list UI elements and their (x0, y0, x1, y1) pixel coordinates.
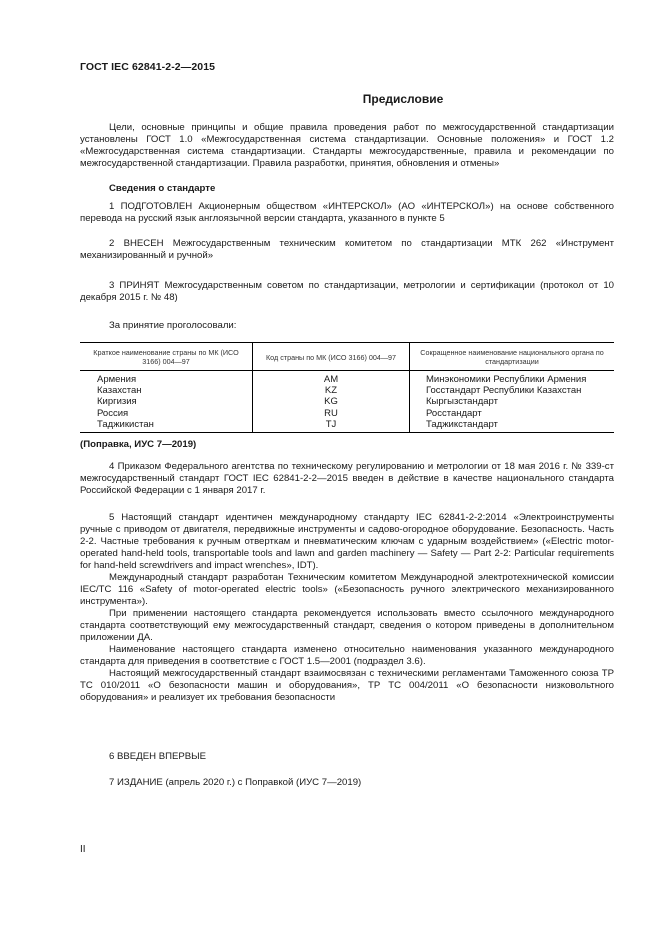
body-cell: Росстандарт (426, 407, 482, 419)
item-5-international-text: Международный стандарт разработан Техническим комитетом Международной электротехнической комиссии IEC/TC 116 «Safety of motor-operated electric tools» («Безопасность ручного электрического механизированного инструмента»). (80, 572, 614, 607)
item-5-naming-text: Наименование настоящего стандарта изменено относительно наименования указанного международного стандарта для приведения в соответствие с ГОСТ 1.5—2001 (подраздел 3.6). (80, 644, 614, 667)
item-5-regulations-text: Настоящий межгосударственный стандарт взаимосвязан с техническими регламентами Таможенного союза ТР ТС 010/2011 «О безопасности машин и оборудования», ТР ТС 004/2011 «О безопасности низковольтного оборудования» и реализует их требования безопасности (80, 668, 614, 703)
item-6-block (80, 751, 614, 763)
section-heading-block (80, 183, 614, 195)
voted-label: За принятие проголосовали: (109, 320, 237, 331)
item-3-block (80, 280, 614, 304)
item-5-reference-text: При применении настоящего стандарта рекомендуется использовать вместо ссылочного международного стандарта соответствующий ему межгосударственный стандарт, сведения о котором приведены в дополнительном приложении ДА. (80, 608, 614, 643)
table-row (80, 371, 614, 386)
country-cell: Армения (97, 374, 137, 385)
amendment-block (80, 439, 614, 451)
table-row (80, 396, 614, 407)
body-cell: Минэкономики Республики Армения (426, 374, 587, 385)
body-cell: Кыргызстандарт (426, 396, 498, 408)
intro-paragraph (80, 122, 614, 170)
page-number: II (80, 844, 86, 855)
item-2-block (80, 238, 614, 262)
section-heading: Сведения о стандарте (109, 183, 216, 194)
item-6-text: 6 ВВЕДЕН ВПЕРВЫЕ (109, 751, 207, 762)
body-cell: Таджикстандарт (410, 419, 615, 433)
body-cell: Госстандарт Республики Казахстан (426, 385, 582, 397)
item-7-text: 7 ИЗДАНИЕ (апрель 2020 г.) с Поправкой (ИУС 7—2019) (109, 777, 362, 788)
intro-text: Цели, основные принципы и общие правила проведения работ по межгосударственной стандартизации установлены ГОСТ 1.0 «Межгосударственная система стандартизации. Основные положения» и ГОСТ 1.2 «Межгосударственная система стандартизации. Стандарты межгосударственные, правила и рекомендации по межгосударственной стандартизации. Правила разработки, принятия, обновления и отмены» (80, 122, 614, 169)
header-body: Сокращенное наименование национального органа по стандартизации (410, 343, 615, 371)
page-title: Предисловие (362, 92, 444, 106)
document-code: ГОСТ IEC 62841-2-2—2015 (80, 61, 216, 73)
table-row (80, 419, 614, 433)
item-7-block (80, 777, 614, 789)
item-1-text: 1 ПОДГОТОВЛЕН Акционерным обществом «ИНТЕРСКОЛ» (АО «ИНТЕРСКОЛ») на основе собственного перевода на русский язык англоязычной версии стандарта, указанного в пункте 5 (80, 201, 614, 224)
voted-label-block (80, 320, 614, 332)
item-1-block (80, 201, 614, 225)
header-code: Код страны по МК (ИСО 3166) 004—97 (253, 343, 410, 371)
country-cell: Киргизия (97, 396, 137, 408)
voting-countries-table (80, 342, 614, 433)
item-3-text: 3 ПРИНЯТ Межгосударственным советом по стандартизации, метрологии и сертификации (протокол от 10 декабря 2015 г. № 48) (80, 280, 614, 303)
amendment-note: (Поправка, ИУС 7—2019) (80, 439, 197, 450)
code-cell: AM (253, 371, 410, 386)
country-cell: Россия (97, 407, 129, 419)
code-cell: RU (253, 408, 410, 419)
code-cell: TJ (253, 419, 410, 433)
item-4-text: 4 Приказом Федерального агентства по техническому регулированию и метрологии от 18 мая 2016 г. № 339-ст межгосударственный стандарт ГОСТ IEC 62841-2-2—2015 введен в действие в качестве национального стандарта Российской Федерации с 1 января 2017 г. (80, 461, 614, 496)
table-row (80, 408, 614, 419)
code-cell: KG (253, 396, 410, 407)
country-cell: Таджикистан (80, 419, 253, 433)
item-4-block (80, 461, 614, 497)
code-cell: KZ (253, 385, 410, 396)
item-5-text: 5 Настоящий стандарт идентичен международному стандарту IEC 62841-2-2:2014 «Электроинструменты ручные с приводом от двигателя, передвижные инструменты и садово-огородное оборудование. Безопасность. Часть 2-2. Частные требования к ручным отверткам и пневматическим ключам с ударным воздействием» («Electric motor-operated hand-held tools, transportable tools and lawn and garden machinery — Safety — Part 2-2: Particular requirements for hand-held screwdrivers and impact wrenches», IDT). (80, 512, 614, 571)
table-row (80, 385, 614, 396)
header-country: Краткое наименование страны по МК (ИСО 3166) 004—97 (80, 343, 253, 371)
item-2-text: 2 ВНЕСЕН Межгосударственным техническим комитетом по стандартизации МТК 262 «Инструмент механизированный и ручной» (80, 238, 614, 261)
country-cell: Казахстан (97, 385, 142, 397)
item-5-block (80, 512, 614, 704)
table-header-row (80, 343, 614, 371)
